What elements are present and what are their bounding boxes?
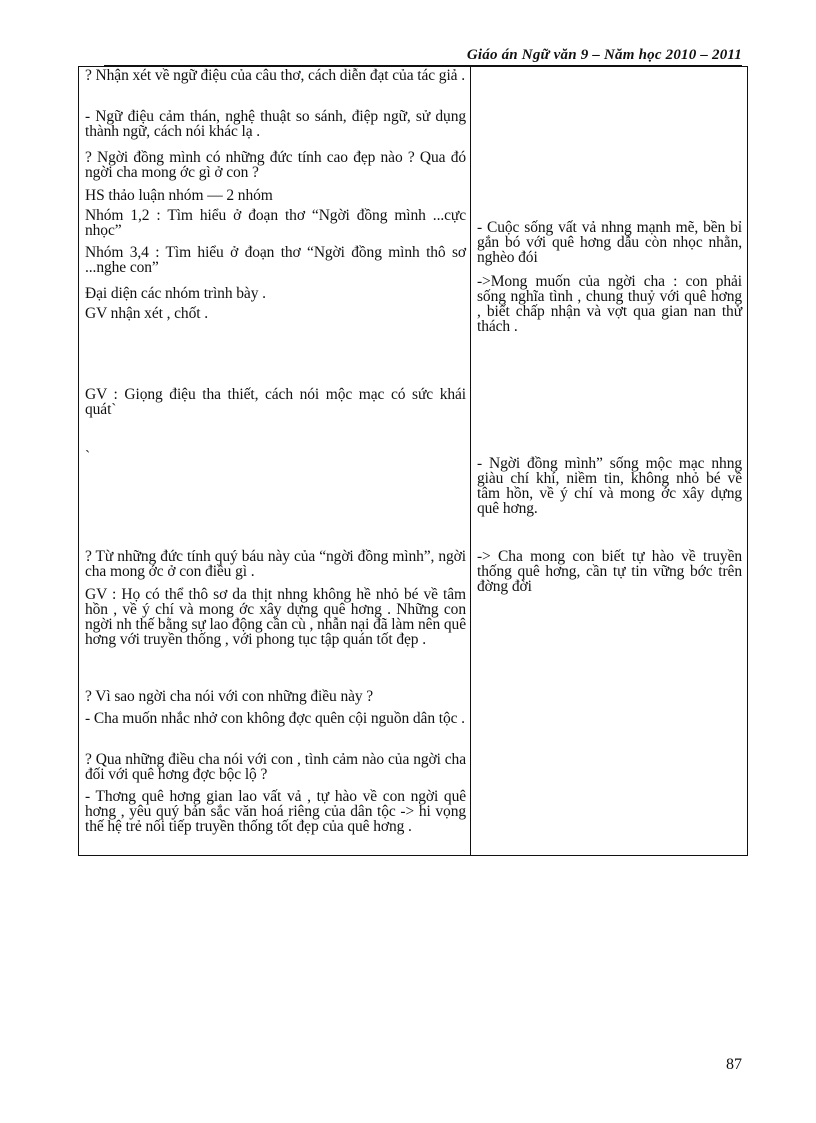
page-header: Giáo án Ngữ văn 9 – Năm học 2010 – 2011	[104, 46, 742, 66]
answer-feelings: - Thơng quê hơng gian lao vất vả , tự hào về con ngời quê hơng , yêu quý bản sắc văn hoá riêng của dân tộc -> hi vọng thế hệ trẻ nối tiếp truyền thống tốt đẹp của quê hơng .	[85, 788, 466, 835]
teacher-conclusion: GV nhận xét , chốt .	[85, 305, 208, 322]
stray-mark: `	[85, 448, 91, 465]
answer-why: - Cha muốn nhắc nhở con không đợc quên cội nguồn dân tộc .	[85, 710, 465, 727]
column-divider	[470, 67, 471, 855]
teacher-voice-note: GV : Giọng điệu tha thiết, cách nói mộc mạc có sức khái quát`	[85, 386, 466, 418]
teacher-explanation: GV : Họ có thể thô sơ da thịt nhng không hề nhỏ bé về tâm hồn , về ý chí và mong ớc xây dựng quê hơng . Những con ngời nh thế bằng sự lao động cần cù , nhẫn nại đã làm nên quê hơng với truyền thống , với phong tục tập quán tốt đẹp .	[85, 586, 466, 648]
group-1-2-task: Nhóm 1,2 : Tìm hiểu ở đoạn thơ “Ngời đồng mình ...cực nhọc”	[85, 207, 466, 239]
question-why: ? Vì sao ngời cha nói với con những điều này ?	[85, 688, 374, 705]
question-feelings: ? Qua những điều cha nói với con , tình cảm nào của ngời cha đối với quê hơng đợc bộc lộ ?	[85, 751, 466, 783]
question-wishes: ? Từ những đức tính quý báu này của “ngời đồng mình”, ngời cha mong ớc ở con điều gì .	[85, 548, 466, 580]
question-virtues: ? Ngời đồng mình có những đức tính cao đẹp nào ? Qua đó ngời cha mong ớc gì ở con ?	[85, 149, 466, 181]
page-number: 87	[726, 1056, 742, 1073]
note-father-wish: ->Mong muốn của ngời cha : con phải sống nghĩa tình , chung thuỷ với quê hơng , biết chấp nhận và vợt qua gian nan thử thách .	[477, 273, 742, 335]
group-discussion: HS thảo luận nhóm — 2 nhóm	[85, 187, 273, 204]
lesson-table	[78, 66, 748, 856]
answer-intonation: - Ngữ điệu cảm thán, nghệ thuật so sánh, điệp ngữ, sử dụng thành ngữ, cách nói khác lạ .	[85, 108, 466, 140]
note-simple-people: - Ngời đồng mình” sống mộc mạc nhng giàu chí khí, niềm tin, không nhỏ bé về tâm hồn, về ý chí và mong ớc xây dựng quê hơng.	[477, 455, 742, 517]
note-pride-tradition: -> Cha mong con biết tự hào về truyền thống quê hơng, cần tự tin vững bớc trên đờng đời	[477, 548, 742, 595]
group-3-4-task: Nhóm 3,4 : Tìm hiểu ở đoạn thơ “Ngời đồng mình thô sơ ...nghe con”	[85, 244, 466, 276]
question-intonation: ? Nhận xét về ngữ điệu của câu thơ, cách diễn đạt của tác giả .	[85, 67, 465, 84]
note-hard-life: - Cuộc sống vất vả nhng mạnh mẽ, bền bỉ gắn bó với quê hơng dẫu còn nhọc nhằn, nghèo đói	[477, 219, 742, 266]
groups-present: Đại diện các nhóm trình bày .	[85, 285, 266, 302]
